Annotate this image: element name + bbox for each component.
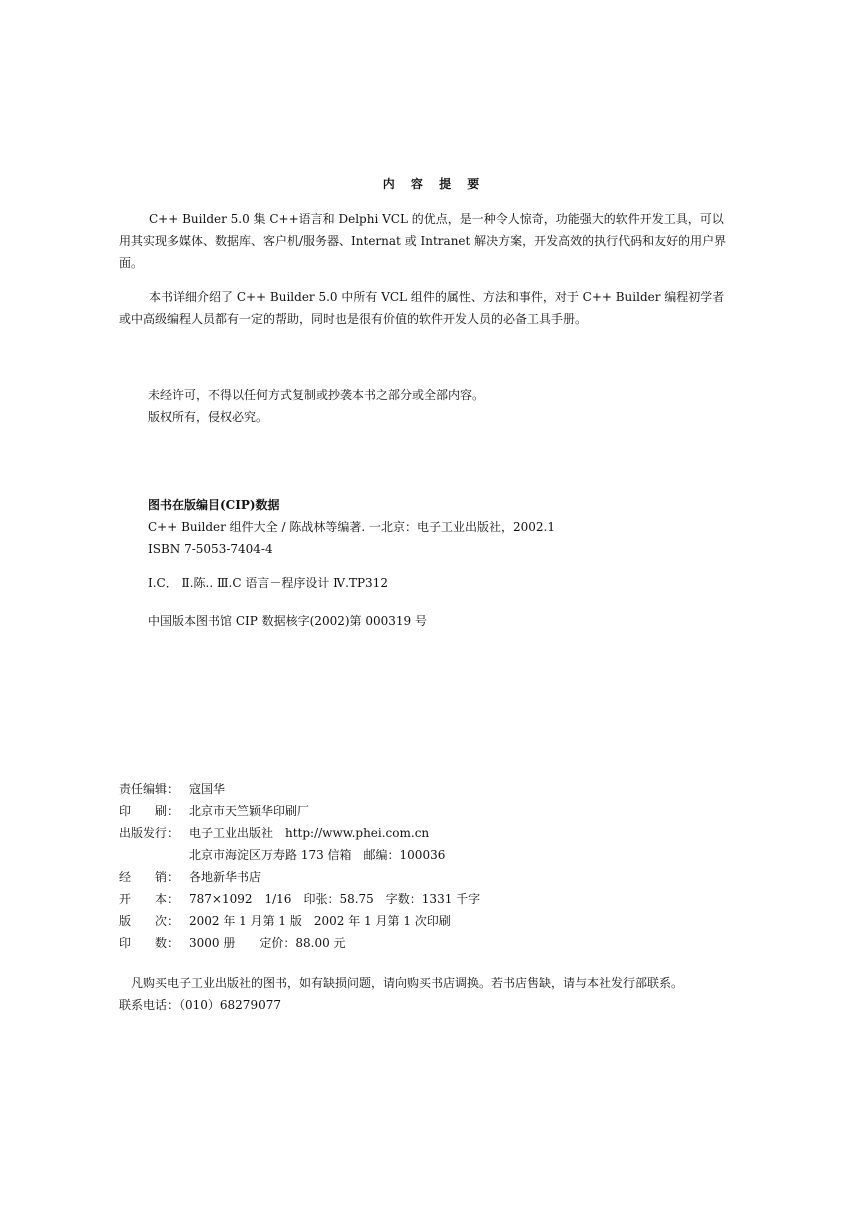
imprint-label [119,844,189,866]
imprint-row-printer [119,800,480,822]
imprint-label: 责任编辑： [119,782,180,796]
imprint-label: 印 数： [119,936,180,950]
cip-title-line: C++ Builder 组件大全 / 陈战林等编著. 一北京：电子工业出版社，2002.1 [148,520,555,534]
copyright-notice: 未经许可，不得以任何方式复制或抄袭本书之部分或全部内容。 [148,388,485,402]
imprint-row-print-run [119,932,480,954]
imprint-label: 版 次： [119,914,180,928]
summary-paragraph-1: C++ Builder 5.0 集 C++语言和 Delphi VCL 的优点，是一种令人惊奇，功能强大的软件开发工具，可以用其实现多媒体、数据库、客户机/服务器、Internat 或 Intranet 解决方案，开发高效的执行代码和友好的用户界面。 [119,212,727,270]
imprint-row-address [119,844,480,866]
purchase-notice: 凡购买电子工业出版社的图书，如有缺损问题，请向购买书店调换。若书店售缺，请与本社发行部联系。 [131,976,684,990]
imprint-value: 3000 册 定价：88.00 元 [189,936,346,950]
imprint-row-publisher [119,822,480,844]
summary-paragraph-2: 本书详细介绍了 C++ Builder 5.0 中所有 VCL 组件的属性、方法和事件，对于 C++ Builder 编程初学者或中高级编程人员都有一定的帮助，同时也是很有价值的软件开发人员的必备工具手册。 [119,290,725,326]
imprint-value: 电子工业出版社 http://www.phei.com.cn [189,826,430,840]
contact-phone: 联系电话：（010）68279077 [119,998,281,1012]
copyright-rights: 版权所有，侵权必究。 [148,410,269,424]
imprint-value: 北京市海淀区万寿路 173 信箱 邮编：100036 [189,848,446,862]
imprint-label: 经 销： [119,870,180,884]
imprint-row-distributor [119,866,480,888]
imprint-block [119,778,480,954]
imprint-label: 出版发行： [119,826,180,840]
imprint-row-editor [119,778,480,800]
cip-isbn: ISBN 7-5053-7404-4 [148,542,273,556]
imprint-value: 寇国华 [189,782,226,796]
imprint-value: 各地新华书店 [189,870,262,884]
imprint-label: 印 刷： [119,804,180,818]
imprint-value: 787×1092 1/16 印张：58.75 字数：1331 千字 [189,892,481,906]
imprint-value: 2002 年 1 月第 1 版 2002 年 1 月第 1 次印刷 [189,914,451,928]
imprint-row-edition [119,910,480,932]
summary-title: 内 容 提 要 [382,177,486,191]
cip-classification: Ⅰ.C． Ⅱ.陈.. Ⅲ.C 语言－程序设计 Ⅳ.TP312 [148,576,388,590]
cip-number: 中国版本图书馆 CIP 数据核字(2002)第 000319 号 [148,614,427,628]
imprint-value: 北京市天竺颖华印刷厂 [189,804,310,818]
imprint-label: 开 本： [119,892,180,906]
cip-heading: 图书在版编目(CIP)数据 [148,498,280,512]
imprint-row-format [119,888,480,910]
